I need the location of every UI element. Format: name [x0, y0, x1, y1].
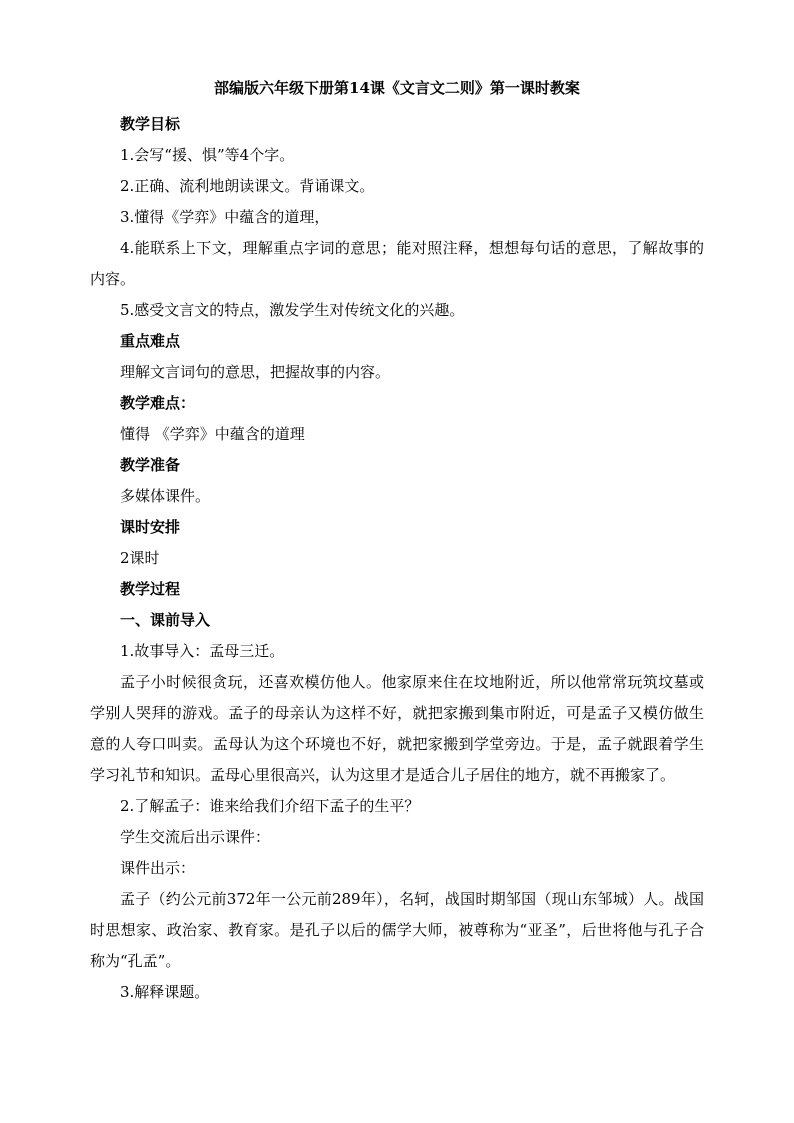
objective-item-2: 2.正确、流利地朗读课文。背诵课文。 — [120, 177, 375, 195]
courseware-label: 课件出示： — [120, 859, 196, 877]
step2-note: 学生交流后出示课件： — [120, 828, 271, 846]
story-paragraph: 孟子小时候很贪玩，还喜欢模仿他人。他家原来住在坟地附近，所以他常常玩筑坟墓或学别人哭拜的游戏。孟子的母亲认为这样不好，就把家搬到集市附近，可是孟子又模仿做生意的人夸口叫卖。孟母认为这个环境也不好，就把家搬到学堂旁边。于是，孟子就跟着学生学习礼节和知识。孟母心里很高兴，认为这里才是适合儿子居住的地方，就不再搬家了。 — [90, 673, 704, 784]
objectives-heading: 教学目标 — [120, 115, 181, 133]
objective-item-1: 1.会写“援、惧”等4个字。 — [120, 146, 295, 164]
step1-label: 1.故事导入：孟母三迁。 — [120, 642, 285, 660]
step3-label: 3.解释课题。 — [120, 983, 210, 1001]
step2-label: 2.了解孟子：谁来给我们介绍下孟子的生平？ — [120, 797, 420, 815]
schedule-heading: 课时安排 — [120, 518, 181, 536]
schedule-text: 2课时 — [120, 549, 160, 567]
process-heading: 教学过程 — [120, 580, 181, 598]
preparation-heading: 教学准备 — [120, 456, 181, 474]
difficulty-text: 懂得 《学弈》中蕴含的道理 — [120, 425, 305, 443]
objective-item-4: 4.能联系上下文，理解重点字词的意思；能对照注释，想想每句话的意思，了解故事的内容。 — [90, 239, 704, 288]
preparation-text: 多媒体课件。 — [120, 487, 211, 505]
key-points-heading: 重点难点 — [120, 332, 181, 350]
key-points-text: 理解文言词句的意思，把握故事的内容。 — [120, 363, 391, 381]
objective-item-5: 5.感受文言文的特点，激发学生对传统文化的兴趣。 — [120, 301, 465, 319]
document-page — [90, 78, 704, 1008]
mencius-bio-paragraph: 孟子（约公元前372年一公元前289年），名轲，战国时期邹国（现山东邹城）人。战国时思想家、政治家、教育家。是孔子以后的儒学大师，被尊称为“亚圣”，后世将他与孔子合称为“孔孟”。 — [90, 890, 704, 970]
objective-item-3: 3.懂得《学弈》中蕴含的道理， — [120, 208, 330, 226]
difficulty-heading: 教学难点： — [120, 394, 196, 412]
document-title: 部编版六年级下册第14课《文言文二则》第一课时教案 — [214, 79, 580, 97]
section1-heading: 一、课前导入 — [120, 611, 211, 629]
